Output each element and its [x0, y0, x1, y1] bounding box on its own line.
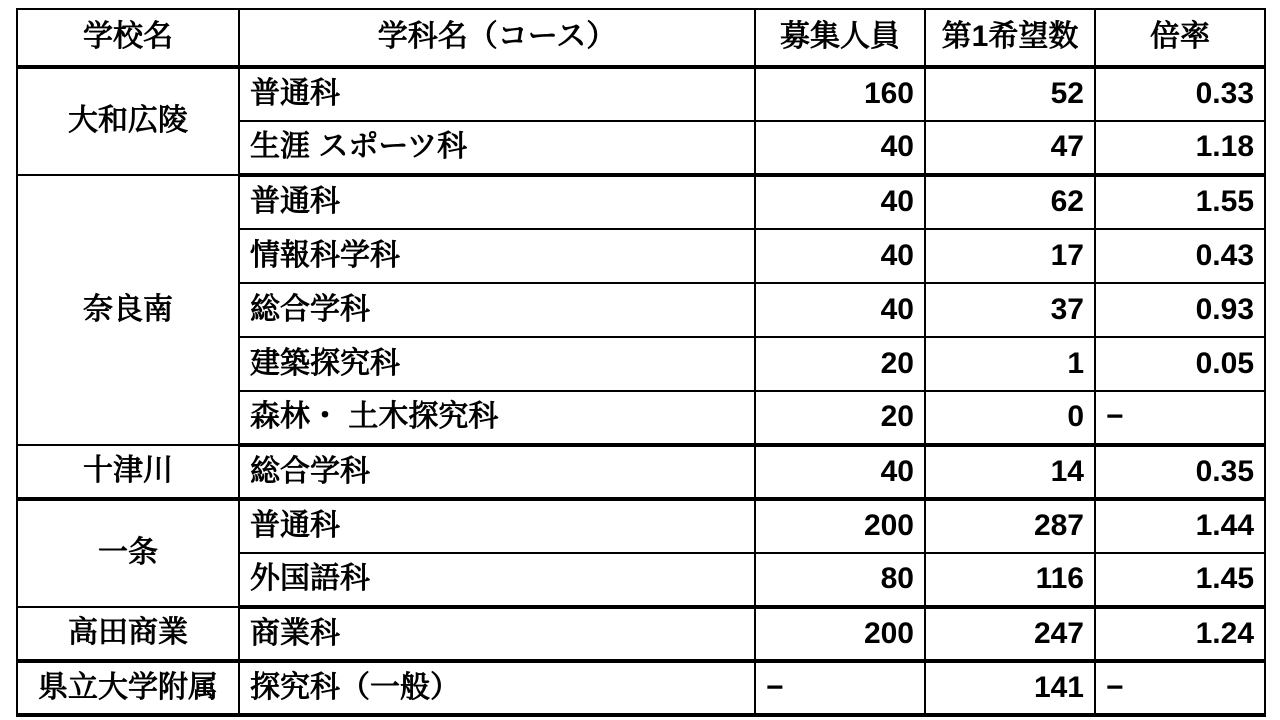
cell-ratio: 1.45: [1095, 553, 1265, 607]
table-row: [17, 445, 1265, 499]
cell-quota: 160: [755, 67, 925, 121]
cell-department-name: 森林・ 土木探究科: [239, 391, 755, 445]
cell-ratio: 1.18: [1095, 121, 1265, 175]
cell-quota: −: [755, 661, 925, 715]
cell-quota: 80: [755, 553, 925, 607]
cell-quota: 40: [755, 445, 925, 499]
cell-ratio: 0.05: [1095, 337, 1265, 391]
cell-department-name: 普通科: [239, 67, 755, 121]
cell-department-name: 総合学科: [239, 445, 755, 499]
cell-ratio: 1.24: [1095, 607, 1265, 661]
cell-first-choice: 287: [925, 499, 1095, 553]
cell-quota: 200: [755, 499, 925, 553]
cell-school-name: 大和広陵: [17, 67, 239, 175]
cell-department-name: 商業科: [239, 607, 755, 661]
cell-department-name: 生涯 スポーツ科: [239, 121, 755, 175]
cell-quota: 40: [755, 229, 925, 283]
cell-first-choice: 52: [925, 67, 1095, 121]
cell-first-choice: 62: [925, 175, 1095, 229]
cell-first-choice: 14: [925, 445, 1095, 499]
table-row: [17, 661, 1265, 715]
header-row: [17, 9, 1265, 67]
table-row: [17, 67, 1265, 121]
column-header-ratio: 倍率: [1095, 9, 1265, 67]
cell-school-name: 十津川: [17, 445, 239, 499]
cell-department-name: 総合学科: [239, 283, 755, 337]
cell-department-name: 建築探究科: [239, 337, 755, 391]
cell-first-choice: 47: [925, 121, 1095, 175]
table-header: [17, 9, 1265, 67]
cell-school-name: 一条: [17, 499, 239, 607]
cell-first-choice: 141: [925, 661, 1095, 715]
cell-first-choice: 247: [925, 607, 1095, 661]
cell-ratio: 0.43: [1095, 229, 1265, 283]
cell-department-name: 情報科学科: [239, 229, 755, 283]
cell-ratio: 0.93: [1095, 283, 1265, 337]
cell-quota: 200: [755, 607, 925, 661]
column-header-quota: 募集人員: [755, 9, 925, 67]
cell-first-choice: 0: [925, 391, 1095, 445]
table-body: [17, 67, 1265, 715]
table-row: [17, 499, 1265, 553]
cell-school-name: 奈良南: [17, 175, 239, 445]
cell-first-choice: 116: [925, 553, 1095, 607]
cell-ratio: 1.44: [1095, 499, 1265, 553]
cell-first-choice: 37: [925, 283, 1095, 337]
column-header-school: 学校名: [17, 9, 239, 67]
cell-ratio: 1.55: [1095, 175, 1265, 229]
cell-quota: 40: [755, 175, 925, 229]
table-row: [17, 607, 1265, 661]
table-row: [17, 175, 1265, 229]
cell-quota: 20: [755, 337, 925, 391]
cell-department-name: 外国語科: [239, 553, 755, 607]
cell-department-name: 普通科: [239, 499, 755, 553]
cell-school-name: 県立大学附属: [17, 661, 239, 715]
cell-quota: 40: [755, 121, 925, 175]
cell-first-choice: 17: [925, 229, 1095, 283]
column-header-first-choice: 第1希望数: [925, 9, 1095, 67]
cell-ratio: 0.35: [1095, 445, 1265, 499]
column-header-department: 学科名（コース）: [239, 9, 755, 67]
cell-ratio: −: [1095, 391, 1265, 445]
cell-department-name: 普通科: [239, 175, 755, 229]
cell-ratio: 0.33: [1095, 67, 1265, 121]
cell-department-name: 探究科（一般）: [239, 661, 755, 715]
cell-quota: 40: [755, 283, 925, 337]
admissions-table: [16, 8, 1266, 717]
cell-ratio: −: [1095, 661, 1265, 715]
cell-quota: 20: [755, 391, 925, 445]
cell-first-choice: 1: [925, 337, 1095, 391]
cell-school-name: 高田商業: [17, 607, 239, 661]
